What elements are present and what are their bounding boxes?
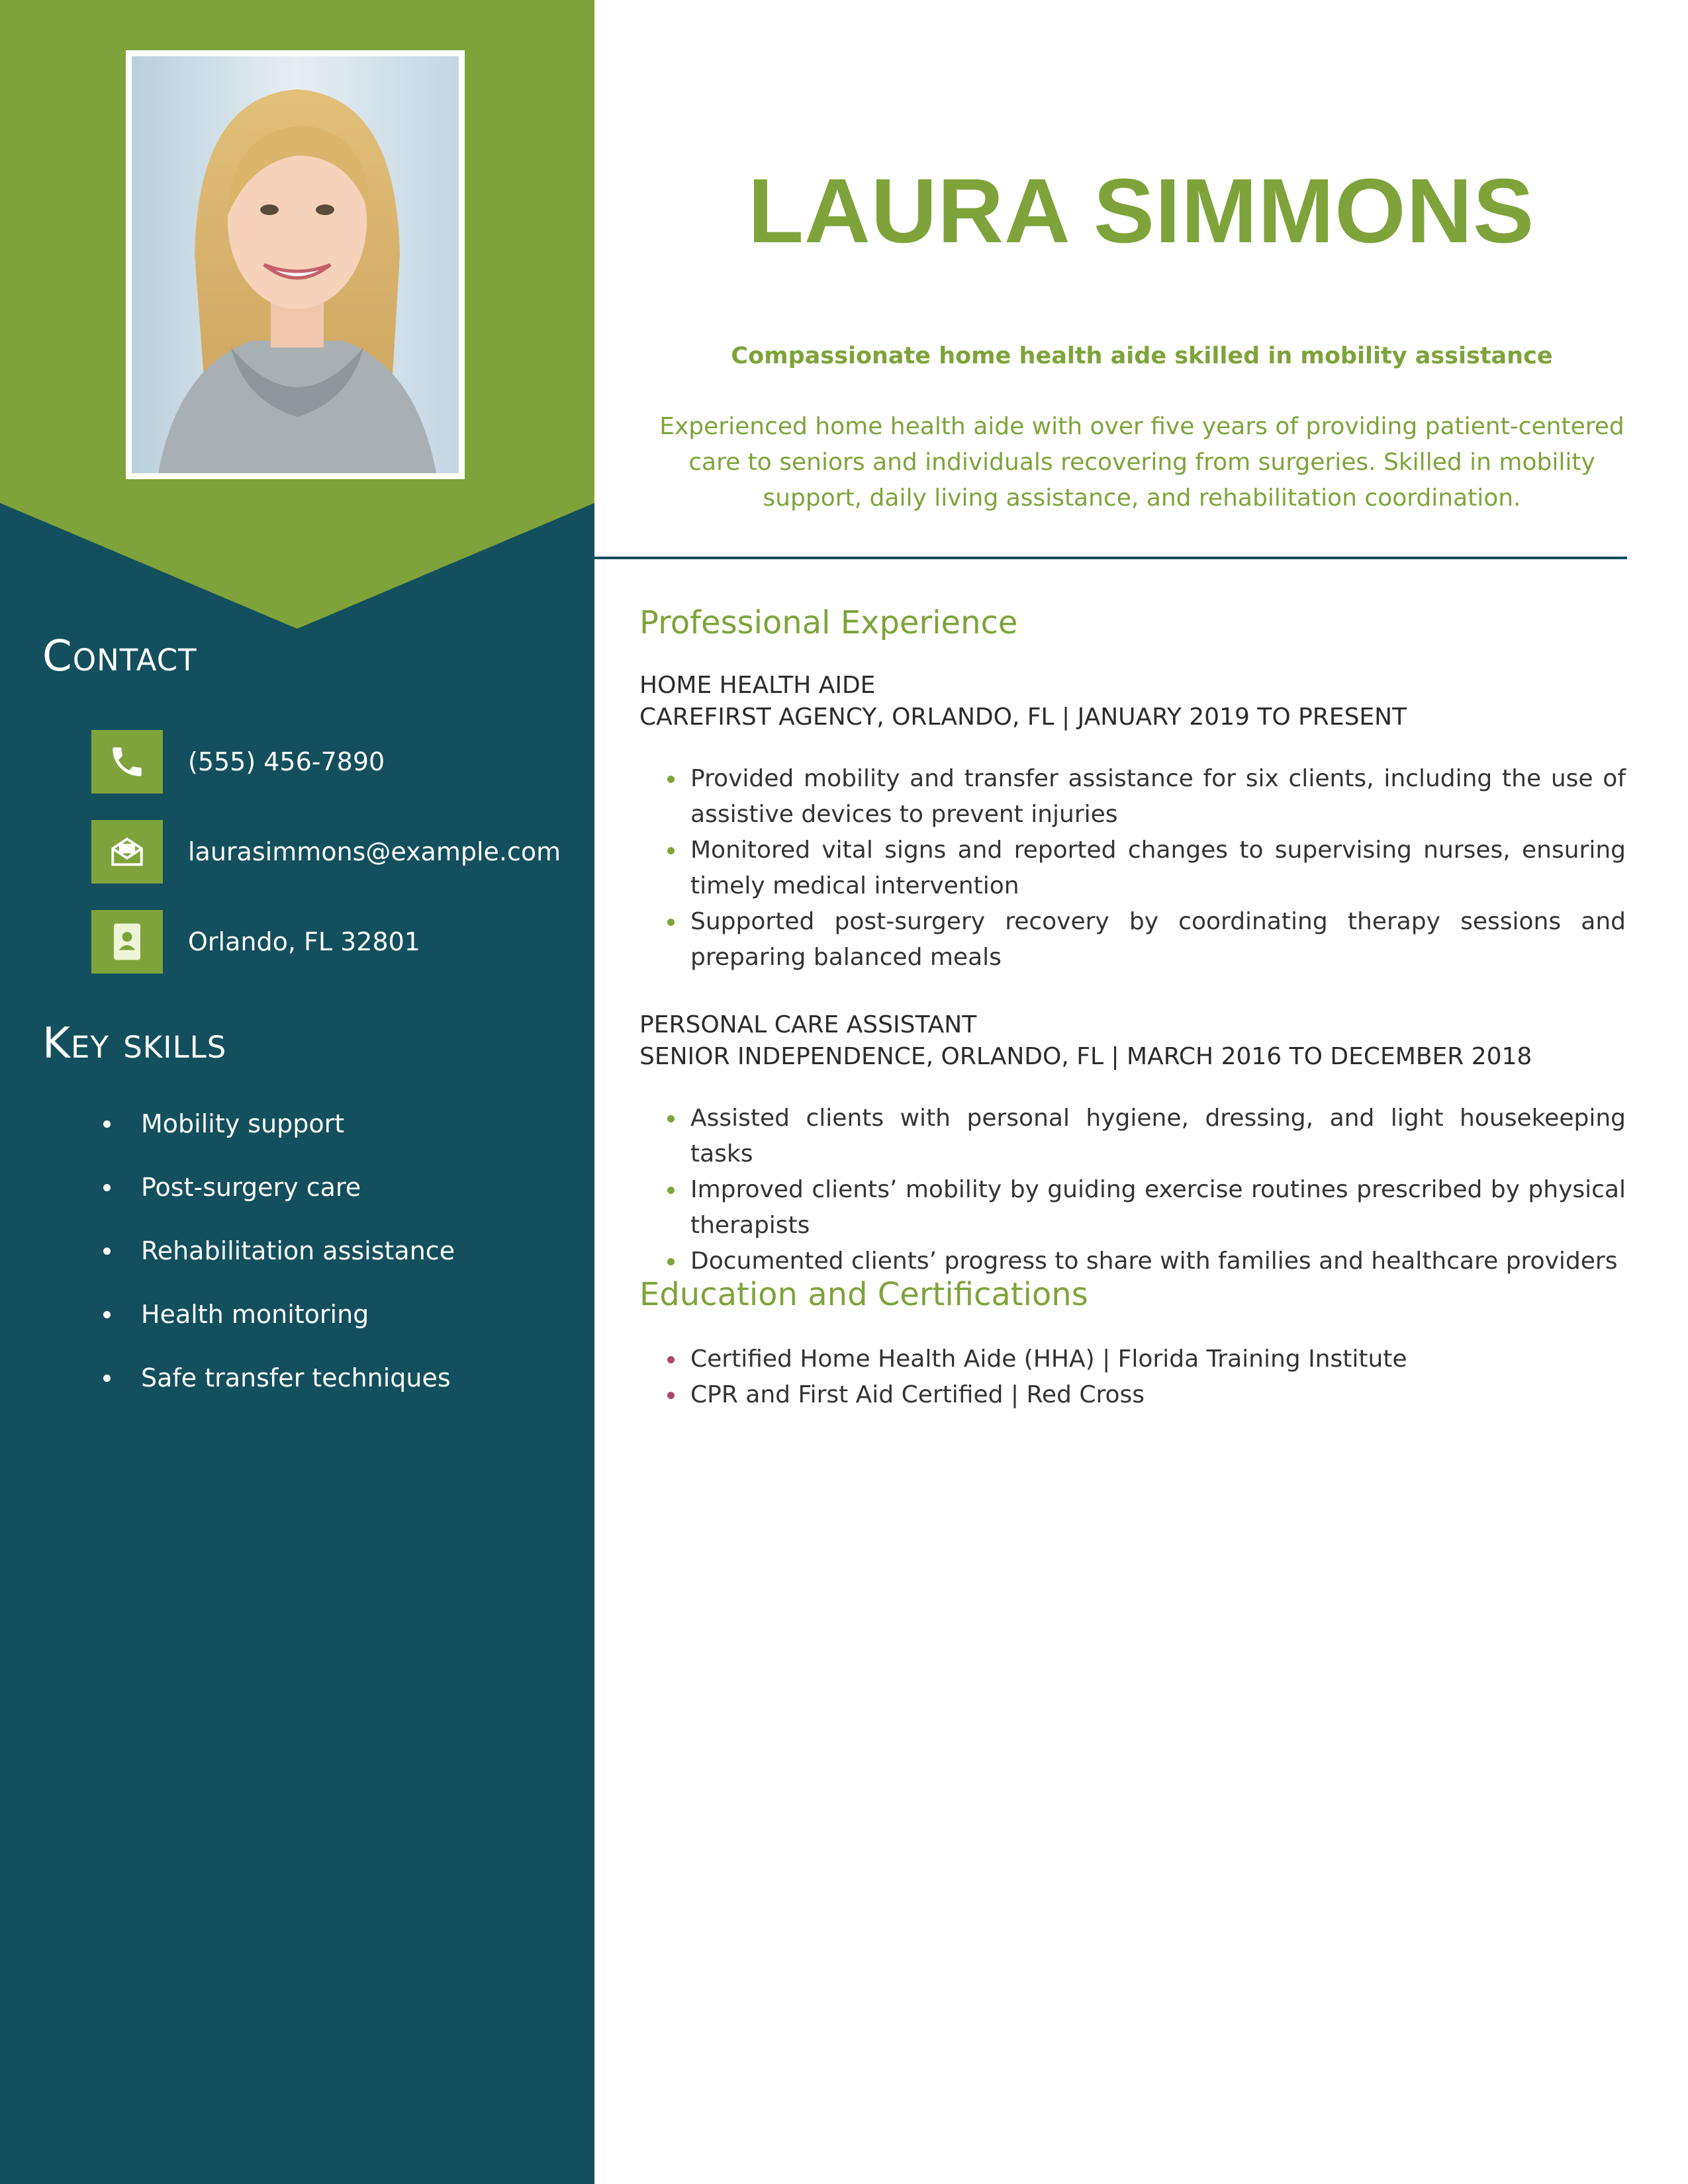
key-skills-heading: Key skills [42,1019,227,1068]
bullet-icon [103,1311,111,1318]
job-details: CAREFIRST AGENCY, ORLANDO, FL | JANUARY 2019 TO PRESENT [639,704,1407,731]
tagline: Compassionate home health aide skilled in mobility assistance [731,343,1553,369]
profile-photo [132,56,459,473]
list-item: Documented clients’ progress to share with families and healthcare providers [639,1244,1626,1279]
list-item: Assisted clients with personal hygiene, dressing, and light housekeeping tasks [639,1101,1626,1172]
bullet-icon [667,776,675,783]
bullet-icon [667,1356,675,1363]
bullet-icon [103,1184,111,1191]
list-item: Improved clients’ mobility by guiding exercise routines prescribed by physical therapists [639,1172,1626,1244]
bullet-icon [103,1248,111,1255]
email-text: laurasimmons@example.com [188,837,561,866]
skills-list [103,1092,455,1410]
list-item: CPR and First Aid Certified | Red Cross [639,1377,1626,1413]
skill-item: Health monitoring [103,1283,455,1346]
contact-email [91,820,561,884]
list-item: Supported post-surgery recovery by coordinating therapy sessions and preparing balanced meals [639,904,1626,976]
header-divider [594,557,1627,559]
job-entry [639,670,1626,733]
bullet-icon [667,1115,675,1122]
address-text: Orlando, FL 32801 [188,927,420,956]
job-entry [639,1009,1626,1073]
summary: Experienced home health aide with over five years of providing patient-centered care to seniors and individuals recovering from surgeries. Skilled in mobility support, daily living assistance, and rehabilitation coordination. [659,413,1624,512]
phone-text: (555) 456-7890 [188,747,385,776]
skill-item: Post-surgery care [103,1156,455,1219]
sidebar [0,0,594,2184]
profile-photo-frame [126,50,465,479]
job-bullets [639,761,1626,976]
phone-icon [91,730,163,794]
bullet-icon [667,1187,675,1194]
skill-item: Mobility support [103,1092,455,1156]
list-item: Monitored vital signs and reported changes to supervising nurses, ensuring timely medical intervention [639,833,1626,904]
bullet-icon [103,1120,111,1128]
bullet-icon [667,919,675,926]
skill-item: Safe transfer techniques [103,1346,455,1410]
contact-phone [91,730,385,794]
bullet-icon [667,1258,675,1265]
job-title: HOME HEALTH AIDE [639,672,876,699]
list-item: Certified Home Health Aide (HHA) | Florida Training Institute [639,1342,1626,1377]
contact-address [91,910,420,974]
experience-heading: Professional Experience [639,604,1018,641]
skill-item: Rehabilitation assistance [103,1219,455,1283]
job-details: SENIOR INDEPENDENCE, ORLANDO, FL | MARCH 2016 TO DECEMBER 2018 [639,1043,1532,1070]
list-item: Provided mobility and transfer assistance for six clients, including the use of assistive devices to prevent injuries [639,761,1626,833]
candidate-name: LAURA SIMMONS [747,160,1535,262]
bullet-icon [667,847,675,854]
education-heading: Education and Certifications [639,1276,1088,1313]
address-book-icon [91,910,163,974]
bullet-icon [667,1392,675,1399]
email-icon [91,820,163,884]
contact-heading: Contact [42,632,197,681]
job-bullets [639,1101,1626,1279]
bullet-icon [103,1375,111,1382]
job-title: PERSONAL CARE ASSISTANT [639,1011,977,1038]
education-list [639,1342,1626,1413]
